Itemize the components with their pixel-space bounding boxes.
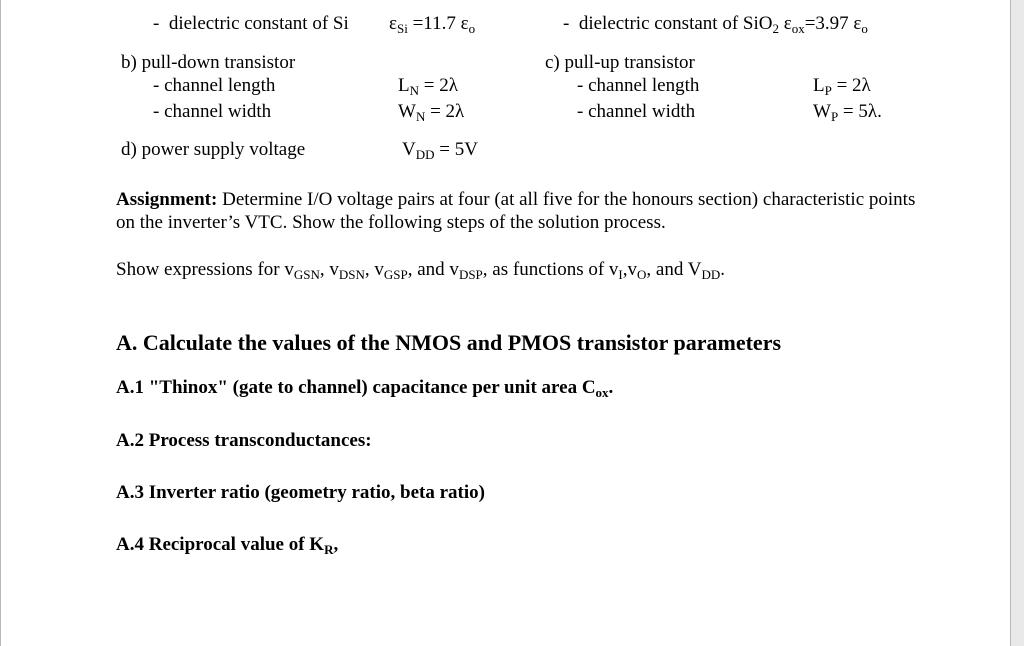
pull-up-width-label: - channel width	[577, 101, 696, 122]
supply-voltage-label: d) power supply voltage	[121, 139, 306, 160]
subsection-a3: A.3 Inverter ratio (geometry ratio, beta ratio)	[116, 482, 485, 503]
supply-voltage-value: $V_{DD} = 5V$	[402, 139, 478, 162]
assignment-line-2: on the inverter’s VTC. Show the following steps of the solution process.	[116, 212, 666, 233]
sio2-label: - dielectric constant of SiO$_2$ $\varepsilon_{ox}=3.97$ $\varepsilon_o$	[563, 13, 868, 36]
pull-down-width-label: - channel width	[153, 101, 272, 122]
assignment-label: Assignment:	[116, 189, 218, 210]
subsection-a4: A.4 Reciprocal value of $K_R$,	[116, 534, 339, 557]
pull-down-length-value: $L_N = 2\lambda$	[398, 75, 458, 98]
subsection-a2: A.2 Process transconductances:	[116, 430, 372, 451]
pull-up-length-label: - channel length	[577, 75, 700, 96]
pull-up-length-value: $L_P = 2\lambda$	[813, 75, 871, 98]
si-value: $\varepsilon_{Si} =11.7$ $\varepsilon_o$	[389, 13, 476, 36]
pull-down-heading: b) pull-down transistor	[121, 52, 296, 73]
pull-up-width-value: $W_P = 5\lambda$.	[813, 101, 882, 124]
pull-down-length-label: - channel length	[153, 75, 276, 96]
pull-up-heading: c) pull-up transistor	[545, 52, 695, 73]
pull-down-width-value: $W_N = 2\lambda$	[398, 101, 465, 124]
assignment-line-1: Assignment: Determine I/O voltage pairs at four (at all five for the honours section) characteristic points	[116, 189, 916, 210]
section-a-heading: A. Calculate the values of the NMOS and PMOS transistor parameters	[116, 330, 782, 355]
subsection-a1: A.1 "Thinox" (gate to channel) capacitance per unit area $C_{ox}$.	[116, 377, 614, 400]
si-label: - dielectric constant of Si	[153, 13, 349, 34]
expressions-line: Show expressions for $v_{GSN}$, $v_{DSN}$, $v_{GSP}$, and $v_{DSP}$, as functions of $v_I,v_O$, and $V_{DD}$.	[116, 259, 725, 282]
